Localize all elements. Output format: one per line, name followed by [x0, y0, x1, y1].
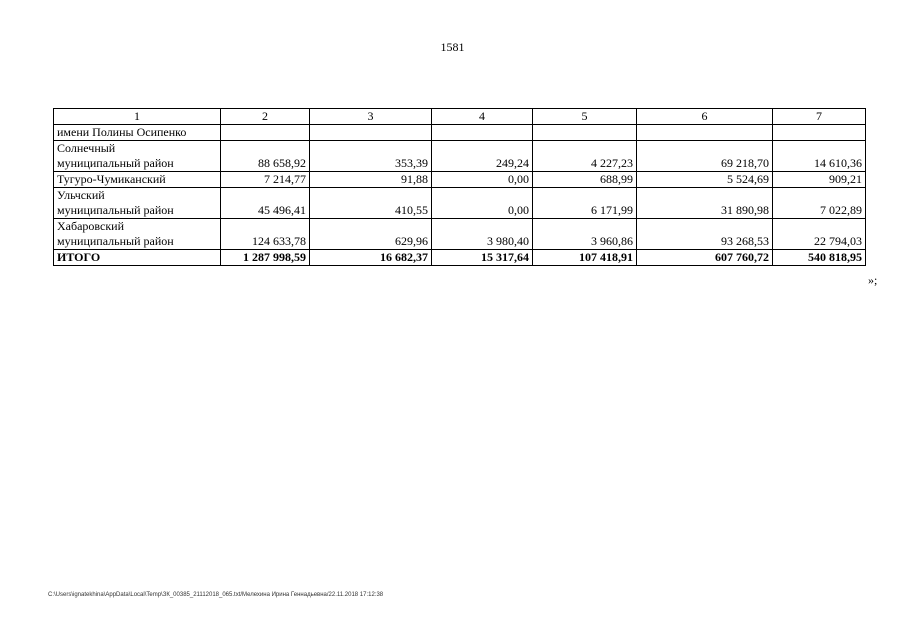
header-cell: 3 [310, 109, 432, 125]
district-name-cell [54, 188, 221, 219]
value-cell: 93 268,53 [637, 219, 773, 250]
value-cell: 69 218,70 [637, 141, 773, 172]
total-label: ИТОГО [54, 250, 221, 266]
district-name-line: Тугуро-Чумиканский [57, 172, 166, 186]
table-header-row [54, 109, 866, 125]
district-name-line: муниципальный район [57, 203, 174, 217]
value-cell [221, 125, 310, 141]
value-cell [432, 125, 533, 141]
page-number: 1581 [440, 40, 465, 54]
district-name-line: муниципальный район [57, 234, 174, 248]
value-cell: 6 171,99 [533, 188, 637, 219]
value-cell: 14 610,36 [773, 141, 866, 172]
value-cell [310, 125, 432, 141]
total-value-cell: 540 818,95 [773, 250, 866, 266]
total-value-cell: 107 418,91 [533, 250, 637, 266]
budget-table [53, 108, 866, 266]
table-row [54, 172, 866, 188]
header-cell: 2 [221, 109, 310, 125]
header-cell: 7 [773, 109, 866, 125]
table-row [54, 141, 866, 172]
district-name-line: Ульчский [57, 188, 105, 202]
value-cell: 688,99 [533, 172, 637, 188]
total-row [54, 250, 866, 266]
value-cell: 22 794,03 [773, 219, 866, 250]
value-cell: 88 658,92 [221, 141, 310, 172]
header-cell: 5 [533, 109, 637, 125]
table-body [54, 109, 866, 266]
value-cell [773, 125, 866, 141]
value-cell: 7 214,77 [221, 172, 310, 188]
value-cell: 4 227,23 [533, 141, 637, 172]
header-cell: 4 [432, 109, 533, 125]
district-name-line: Солнечный [57, 141, 116, 155]
total-value-cell: 1 287 998,59 [221, 250, 310, 266]
value-cell: 0,00 [432, 172, 533, 188]
district-name-line: Хабаровский [57, 219, 125, 233]
table-row [54, 219, 866, 250]
district-name-cell [54, 141, 221, 172]
value-cell [637, 125, 773, 141]
value-cell: 124 633,78 [221, 219, 310, 250]
total-value-cell: 15 317,64 [432, 250, 533, 266]
value-cell: 353,39 [310, 141, 432, 172]
value-cell: 410,55 [310, 188, 432, 219]
district-name-cell [54, 172, 221, 188]
table-row [54, 188, 866, 219]
value-cell: 249,24 [432, 141, 533, 172]
table-row [54, 125, 866, 141]
value-cell: 7 022,89 [773, 188, 866, 219]
value-cell: 45 496,41 [221, 188, 310, 219]
district-name-cell [54, 219, 221, 250]
total-value-cell: 607 760,72 [637, 250, 773, 266]
value-cell [533, 125, 637, 141]
district-name-line: муниципальный район [57, 156, 174, 170]
footer-file-path: C:\Users\ignatekhina\AppData\Local\Temp\ЗК_00385_21112018_065.txt/Мелехина Ирина Геннадьевна/22.11.2018 17:12:38 [48, 592, 384, 598]
value-cell: 3 960,86 [533, 219, 637, 250]
value-cell: 0,00 [432, 188, 533, 219]
value-cell: 91,88 [310, 172, 432, 188]
value-cell: 3 980,40 [432, 219, 533, 250]
value-cell: 31 890,98 [637, 188, 773, 219]
value-cell: 5 524,69 [637, 172, 773, 188]
district-name-line: имени Полины Осипенко [57, 125, 187, 139]
district-name-cell [54, 125, 221, 141]
closing-quote-mark: »; [868, 273, 878, 287]
header-cell: 1 [54, 109, 221, 125]
total-value-cell: 16 682,37 [310, 250, 432, 266]
value-cell: 909,21 [773, 172, 866, 188]
value-cell: 629,96 [310, 219, 432, 250]
header-cell: 6 [637, 109, 773, 125]
